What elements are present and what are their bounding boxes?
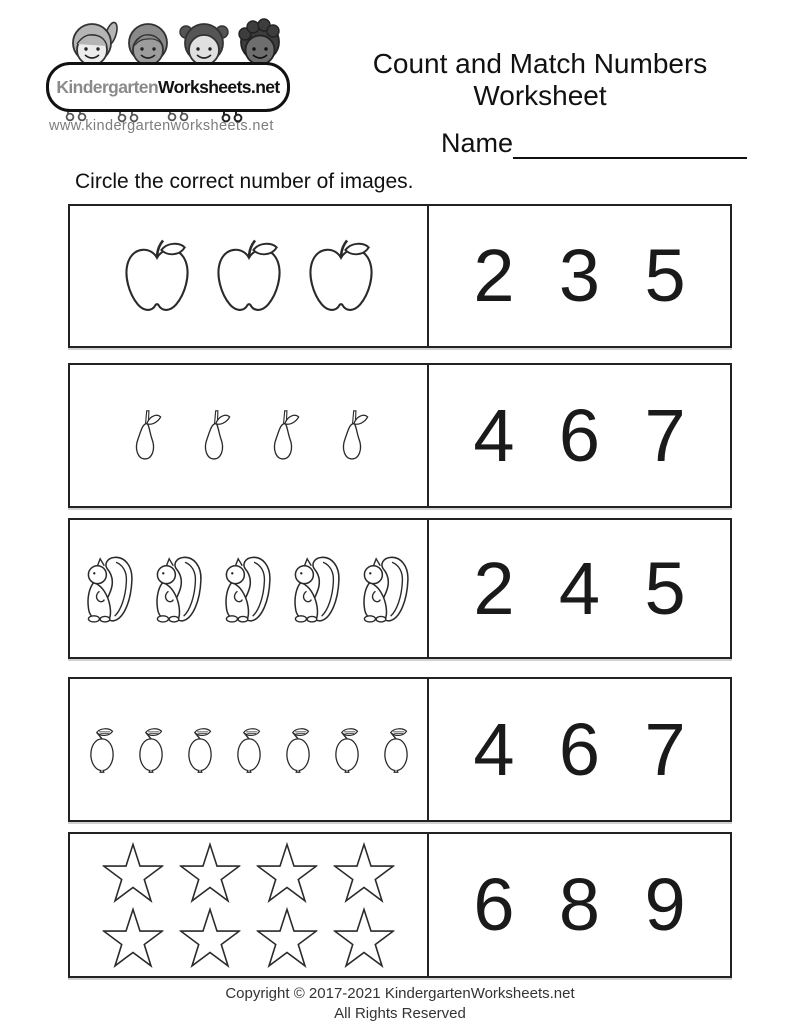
worksheet-row [68, 363, 732, 508]
logo-text-kindergarten: Kindergarten [56, 76, 159, 97]
number-option: 3 [558, 234, 601, 317]
number-option: 6 [558, 393, 601, 477]
pear-image [186, 390, 242, 482]
number-option: 6 [473, 863, 515, 946]
image-cell [70, 679, 429, 820]
number-option: 4 [473, 393, 515, 477]
copyright-line: Copyright © 2017-2021 KindergartenWorksheets.net [225, 985, 575, 1002]
number-option: 4 [473, 707, 515, 791]
lemon-image [372, 714, 420, 786]
squirrel-image [145, 541, 214, 636]
image-cell [70, 365, 429, 506]
number-cell [429, 520, 730, 657]
squirrel-image [214, 541, 283, 636]
number-option: 9 [644, 863, 686, 946]
number-option: 8 [558, 863, 601, 946]
pear-image [117, 390, 173, 482]
apple-image [302, 235, 380, 317]
lemon-image [323, 714, 371, 786]
squirrel-image [76, 541, 145, 636]
lemon-image [127, 714, 175, 786]
footer [0, 984, 800, 1024]
squirrel-image [283, 541, 352, 636]
number-option: 5 [644, 546, 686, 630]
lemon-image [78, 714, 126, 786]
number-cell [429, 206, 730, 346]
image-cell [70, 834, 429, 976]
number-option: 7 [644, 707, 686, 791]
page-title: Count and Match Numbers Worksheet [372, 48, 708, 111]
site-url: www.kindergartenworksheets.net [49, 118, 274, 134]
worksheet-row [68, 677, 732, 822]
worksheet-row [68, 518, 732, 659]
name-blank-line [513, 131, 747, 159]
image-cell [70, 206, 429, 346]
logo-banner [46, 62, 290, 112]
rights-line: All Rights Reserved [334, 1005, 466, 1022]
star-image [255, 907, 319, 968]
logo-text-worksheets: Worksheets.net [158, 76, 280, 97]
number-option: 7 [644, 393, 686, 477]
star-image [101, 907, 165, 968]
pear-image [255, 390, 311, 482]
worksheet-row [68, 204, 732, 348]
number-cell [429, 834, 730, 976]
name-field [441, 128, 747, 159]
number-option: 6 [558, 707, 601, 791]
number-option: 2 [473, 234, 515, 317]
image-cell [70, 520, 429, 657]
squirrel-image [352, 541, 421, 636]
logo-banner-text [56, 77, 279, 98]
number-option: 2 [473, 546, 515, 630]
worksheet-row [68, 832, 732, 978]
apple-image [210, 235, 288, 317]
lemon-image [176, 714, 224, 786]
number-option: 5 [644, 234, 686, 317]
name-label: Name [441, 128, 514, 158]
apple-image [118, 235, 196, 317]
star-image [178, 842, 242, 903]
worksheet-rows [68, 204, 732, 978]
lemon-image [274, 714, 322, 786]
number-cell [429, 365, 730, 506]
lemon-image [225, 714, 273, 786]
number-option: 4 [558, 546, 601, 630]
pear-image [324, 390, 380, 482]
star-image [255, 842, 319, 903]
star-image [332, 907, 396, 968]
star-image [101, 842, 165, 903]
star-image [332, 842, 396, 903]
number-cell [429, 679, 730, 820]
star-image [178, 907, 242, 968]
instruction-text: Circle the correct number of images. [75, 170, 414, 193]
